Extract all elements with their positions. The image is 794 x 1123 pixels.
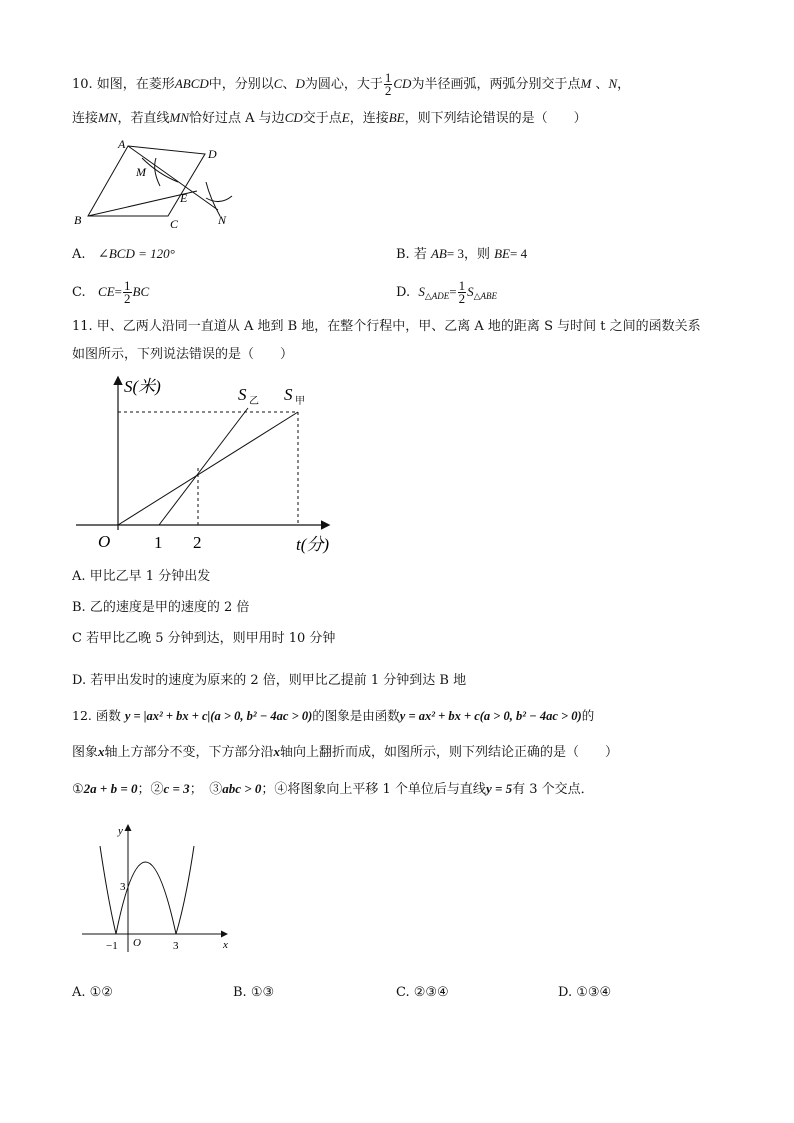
q10-math: E — [341, 110, 350, 125]
option-subscript: △ABE — [473, 291, 498, 301]
graph-x-label: x — [223, 939, 228, 951]
q10-math: CD — [393, 76, 412, 91]
q12-text: 的图象是由函数 — [312, 708, 400, 723]
option-math: = — [114, 284, 122, 299]
q10-option-b — [396, 245, 527, 264]
q12-math: 2a + b = 0 — [83, 781, 138, 796]
q10-text: 10. 如图，在菱形 — [72, 77, 175, 92]
q10-text: 交于点 — [302, 111, 342, 126]
q12-math: y = 5 — [485, 781, 513, 796]
arc-m1 — [142, 158, 178, 182]
q11-option-d: D. 若甲出发时的速度为原来的 2 倍，则甲比乙提前 1 分钟到达 B 地 — [72, 673, 467, 688]
arc-n1 — [206, 196, 232, 202]
graph-origin-label: O — [133, 937, 141, 949]
q10-text: 为半径画弧，两弧分别交于点 — [411, 77, 581, 92]
q10-math: CD — [284, 110, 303, 125]
q10-text: 、 — [282, 77, 296, 92]
q10-math: BE — [388, 110, 405, 125]
q12-text: ① — [72, 782, 84, 797]
option-label: C. — [72, 285, 86, 300]
q12-line1 — [72, 707, 594, 725]
s-yi-label: S — [238, 385, 247, 404]
label-d: D — [208, 147, 217, 161]
curve-reflected-arch — [116, 862, 176, 934]
line-s-yi — [159, 408, 248, 525]
option-fraction — [123, 280, 132, 305]
label-n: N — [218, 213, 227, 227]
graph-y-tick-3: 3 — [120, 881, 126, 893]
q10-text: 连接 — [72, 111, 99, 126]
label-a: A — [118, 137, 126, 151]
q10-option-c — [72, 280, 149, 305]
q10-math: MN — [169, 110, 190, 125]
rhombus-figure — [70, 136, 240, 232]
option-math: AB — [430, 246, 447, 261]
label-m: M — [136, 165, 146, 179]
q10-math: MN — [98, 110, 118, 125]
frac-den: 2 — [124, 291, 131, 306]
curve-left-branch — [100, 846, 116, 934]
q10-text: ， — [617, 77, 631, 92]
q10-math: C — [273, 76, 283, 91]
label-b: B — [74, 213, 82, 227]
graph-x-tick-3: 3 — [173, 940, 179, 952]
q12-text: 的 — [581, 708, 595, 723]
q12-option-a: A. ①② — [72, 985, 113, 1000]
option-text: = 3，则 — [446, 246, 490, 261]
frac-num: 1 — [124, 278, 131, 293]
option-math: BE — [494, 246, 510, 261]
s-yi-subscript: 乙 — [249, 396, 259, 407]
q10-line1 — [72, 72, 630, 97]
option-text: 若 — [413, 247, 427, 262]
graph-x-tick-minus1: −1 — [106, 940, 118, 952]
q12-math: x — [98, 744, 105, 759]
label-c: C — [170, 217, 179, 231]
q10-text: ，若直线 — [117, 111, 170, 126]
option-label: D. — [396, 285, 411, 300]
option-label: B. — [396, 247, 410, 262]
q12-text: ；② — [137, 782, 164, 797]
q11-option-b: B. 乙的速度是甲的速度的 2 倍 — [72, 600, 250, 615]
frac-num: 1 — [458, 278, 466, 293]
tick-label-2: 2 — [193, 533, 202, 552]
option-math: S — [418, 284, 425, 299]
q11-line1: 11. 甲、乙两人沿同一直道从 A 地到 B 地，在整个行程中，甲、乙离 A 地的距离 S 与时间 t 之间的函数关系 — [72, 319, 701, 334]
q10-text: 为圆心，大于 — [304, 77, 383, 92]
q10-text: 恰好过点 A 与边 — [189, 111, 285, 126]
y-axis-label: S(米) — [124, 377, 161, 396]
s-jia-label: S — [284, 385, 293, 404]
q12-math: abc > 0 — [222, 781, 262, 796]
q12-text: 图象 — [72, 745, 99, 760]
option-math: = — [449, 284, 457, 299]
option-text: = 4 — [510, 246, 528, 261]
abs-quadratic-graph — [78, 820, 238, 954]
frac-den: 2 — [458, 291, 466, 306]
q10-line2 — [72, 109, 587, 128]
q12-text: ；④将图象向上平移 1 个单位后与直线 — [261, 782, 486, 797]
q12-text: ； ③ — [189, 782, 223, 797]
frac-num: 1 — [384, 70, 392, 85]
q10-option-d — [396, 280, 497, 305]
rhombus-shape — [88, 146, 205, 216]
q10-text: ，则下列结论错误的是（ ） — [404, 111, 587, 126]
option-math: S — [467, 284, 474, 299]
line-s-jia — [118, 412, 298, 525]
q12-text: 轴上方部分不变，下方部分沿 — [104, 745, 274, 760]
q10-text: ，连接 — [349, 111, 389, 126]
q10-text: 、 — [591, 77, 609, 92]
q12-option-d: D. ①③④ — [558, 985, 612, 1000]
q12-option-c: C. ②③④ — [396, 985, 449, 1000]
q10-math: M — [580, 76, 592, 91]
q12-formula: y = ax² + bx + c(a > 0, b² − 4ac > 0) — [399, 709, 582, 723]
frac-den: 2 — [384, 83, 392, 98]
curve-right-branch — [176, 846, 194, 934]
q10-math: N — [608, 76, 618, 91]
q10-math: ABCD — [174, 76, 209, 91]
q11-option-a: A. 甲比乙早 1 分钟出发 — [72, 569, 211, 584]
q11-line2: 如图所示，下列说法错误的是（ ） — [72, 347, 294, 362]
graph-y-label: y — [118, 825, 123, 837]
q12-option-b: B. ①③ — [233, 985, 275, 1000]
distance-time-graph — [70, 372, 350, 562]
option-text: ∠BCD = 120° — [97, 246, 175, 261]
option-subscript: △ADE — [424, 291, 450, 301]
x-axis-label: t(分) — [296, 535, 330, 554]
q12-text: 有 3 个交点． — [512, 782, 594, 797]
q12-math: c = 3 — [163, 781, 190, 796]
s-jia-subscript: 甲 — [295, 396, 305, 407]
q10-fraction — [384, 72, 393, 97]
q12-line3 — [72, 780, 594, 799]
origin-label: O — [98, 532, 111, 551]
q12-math: x — [273, 744, 281, 759]
q12-line2 — [72, 743, 618, 762]
q12-formula: y = |ax² + bx + c|(a > 0, b² − 4ac > 0) — [124, 709, 313, 723]
q10-math: D — [295, 76, 305, 91]
q10-option-a — [72, 245, 175, 264]
q11-option-c: C 若甲比乙晚 5 分钟到达，则甲用时 10 分钟 — [72, 631, 336, 646]
q12-text: 轴向上翻折而成，如图所示，则下列结论正确的是（ ） — [280, 745, 619, 760]
option-math: CE — [98, 284, 115, 299]
option-fraction — [458, 280, 467, 305]
option-math: BC — [132, 284, 150, 299]
q12-text: 12. 函数 — [72, 708, 121, 723]
q10-text: 中，分别以 — [208, 77, 274, 92]
tick-label-1: 1 — [154, 533, 163, 552]
label-e: E — [180, 191, 188, 205]
option-label: A. — [72, 247, 86, 262]
